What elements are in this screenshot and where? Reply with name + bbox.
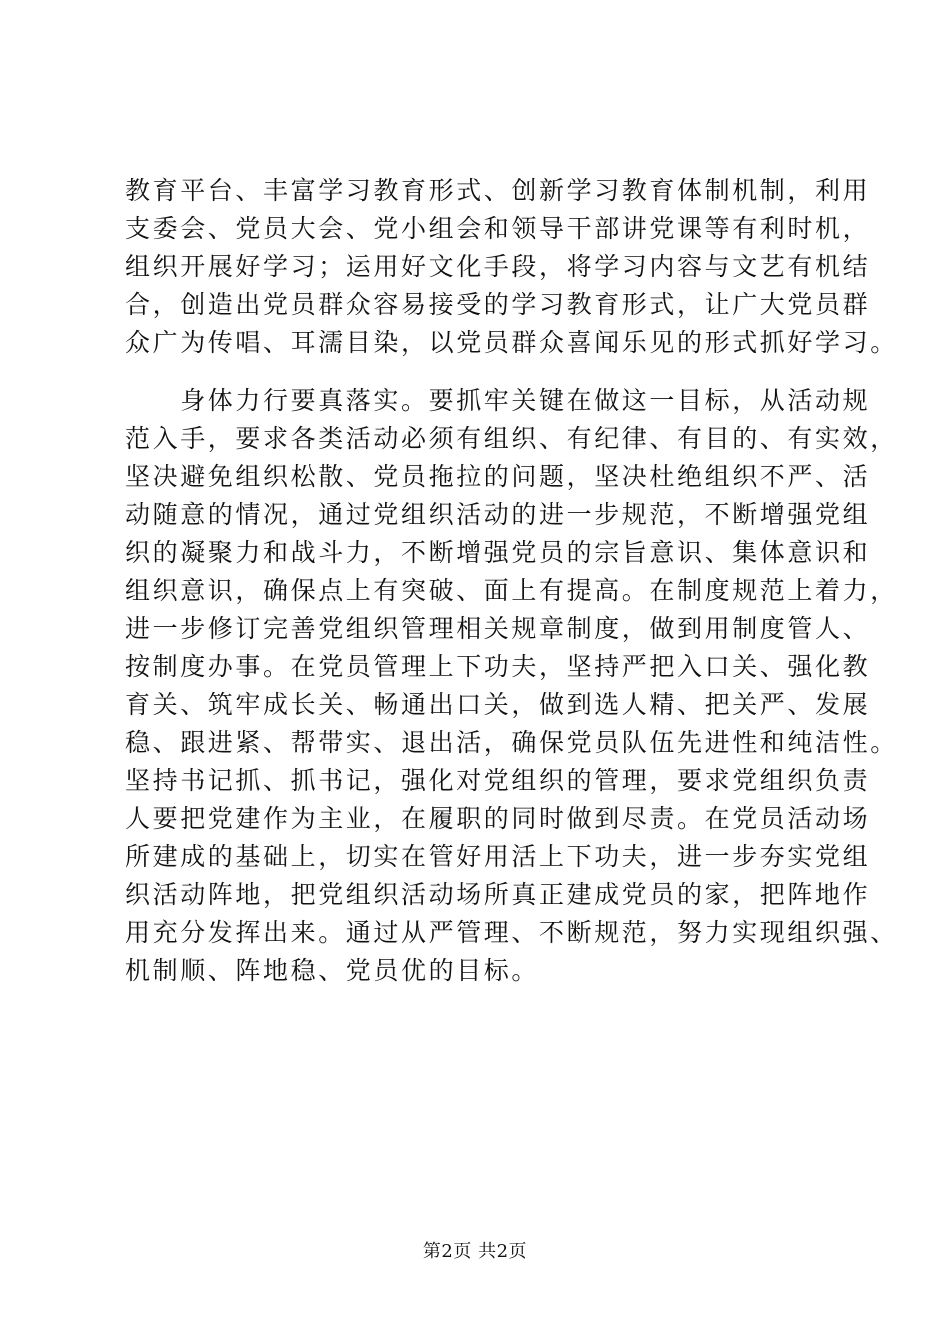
- text-line: 进一步修订完善党组织管理相关规章制度，做到用制度管人、: [125, 614, 871, 643]
- document-body: [125, 172, 898, 990]
- text-line: 坚持书记抓、抓书记，强化对党组织的管理，要求党组织负责: [125, 766, 871, 795]
- paragraph-gap: [125, 362, 845, 382]
- text-line: 稳、跟进紧、帮带实、退出活，确保党员队伍先进性和纯洁性。: [125, 728, 898, 757]
- paragraph-1: [125, 172, 898, 362]
- text-line: 用充分发挥出来。通过从严管理、不断规范，努力实现组织强、: [125, 918, 898, 947]
- text-line: 组织意识，确保点上有突破、面上有提高。在制度规范上着力，: [125, 576, 898, 605]
- text-line: 织的凝聚力和战斗力，不断增强党员的宗旨意识、集体意识和: [125, 538, 871, 567]
- text-line: 组织开展好学习；运用好文化手段，将学习内容与文艺有机结: [125, 252, 871, 281]
- paragraph-2: [125, 382, 898, 990]
- text-line: 教育平台、丰富学习教育形式、创新学习教育体制机制，利用: [125, 176, 871, 205]
- text-line: 范入手，要求各类活动必须有组织、有纪律、有目的、有实效，: [125, 424, 898, 453]
- text-line: 众广为传唱、耳濡目染，以党员群众喜闻乐见的形式抓好学习。: [125, 328, 898, 357]
- text-line: 所建成的基础上，切实在管好用活上下功夫，进一步夯实党组: [125, 842, 871, 871]
- text-line: 机制顺、阵地稳、党员优的目标。: [125, 956, 540, 985]
- text-line: 动随意的情况，通过党组织活动的进一步规范，不断增强党组: [125, 500, 871, 529]
- text-line: 育关、筑牢成长关、畅通出口关，做到选人精、把关严、发展: [125, 690, 871, 719]
- page-number-footer: 第2页 共2页: [422, 1241, 528, 1262]
- text-line: 按制度办事。在党员管理上下功夫，坚持严把入口关、强化教: [125, 652, 871, 681]
- text-line: 支委会、党员大会、党小组会和领导干部讲党课等有利时机，: [125, 214, 871, 243]
- text-line: 织活动阵地，把党组织活动场所真正建成党员的家，把阵地作: [125, 880, 871, 909]
- text-line: 人要把党建作为主业，在履职的同时做到尽责。在党员活动场: [125, 804, 871, 833]
- text-line: 合，创造出党员群众容易接受的学习教育形式，让广大党员群: [125, 290, 871, 319]
- text-line: 坚决避免组织松散、党员拖拉的问题，坚决杜绝组织不严、活: [125, 462, 871, 491]
- text-line: 身体力行要真落实。要抓牢关键在做这一目标，从活动规: [125, 386, 871, 415]
